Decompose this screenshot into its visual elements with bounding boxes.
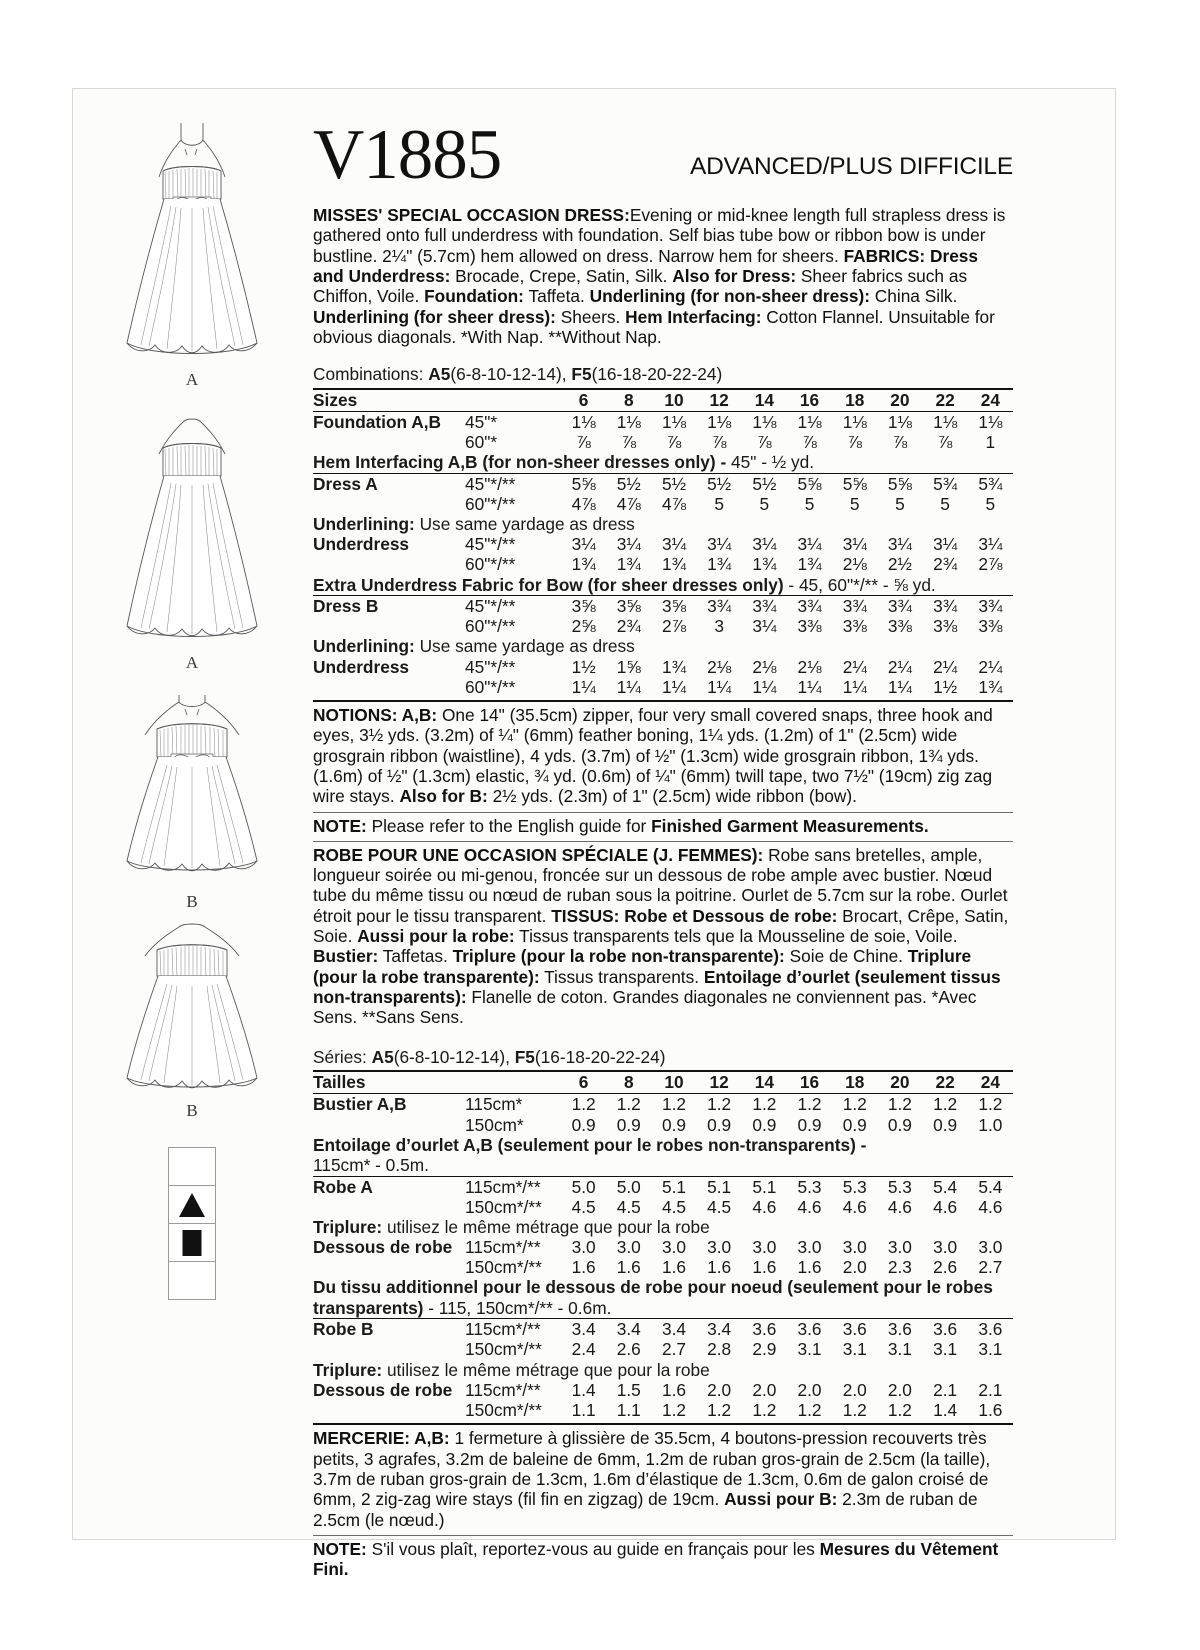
size-col-10: 10	[664, 389, 684, 410]
row-label	[313, 1257, 465, 1277]
table-row: Robe A 115cm*/** 5.0 5.0 5.1 5.1 5.1 5.3 5.3 5.3 5.4 5.4	[313, 1176, 1003, 1197]
row-width: 45"*/**	[465, 473, 516, 494]
notions-french	[313, 1423, 1013, 1533]
sizes-header: Sizes	[313, 389, 358, 410]
fabrics-label: FABRICS: Dress and Underdress:	[313, 245, 979, 286]
row-label: Underdress	[313, 656, 410, 677]
hem-interfacing-note-bold: Hem Interfacing A,B (for non-sheer dresses only) -	[313, 452, 732, 473]
row-width: 115cm*/**	[465, 1176, 541, 1197]
size-col-22: 22	[935, 1072, 955, 1093]
size-col-20: 20	[890, 1072, 910, 1093]
yardage-table-french	[313, 1070, 1013, 1420]
underlining-nonsheer-value: China Silk.	[869, 286, 958, 307]
note-french	[313, 1535, 1013, 1583]
row-label	[313, 554, 465, 574]
row-width: 45"*	[465, 411, 498, 432]
series-a5-sizes: (6-8-10-12-14),	[393, 1046, 515, 1067]
notions-body: One 14" (35.5cm) zipper, four very small covered snaps, three hook and eyes, 3½ yds. (3.2m) of ¼" (6mm) feather boning, 1¼ yds. (1.2m) of 1" (2.5cm) wide grosgrain ribbon (waistline), 4 yds. (3.7m) of ½" (1.3cm) wide grosgrain ribbon, 1¾ yds. (1.6m) of ½" (1.3cm) elastic, ¾ yd. (0.6m) of ¼" (6mm) twill tape, two 7½" (19cm) zig zag wire stays.	[313, 704, 993, 807]
row-width: 115cm*	[465, 1094, 523, 1115]
size-col-18: 18	[845, 1072, 865, 1093]
illustration-label: A	[185, 370, 199, 389]
entoilage-value: Flanelle de coton. Grandes diagonales ne conviennent pas. *Avec Sens. **Sans Sens.	[313, 987, 977, 1028]
illustration-short-dress-back	[83, 922, 301, 1121]
aussi-pour-la-robe-label: Aussi pour la robe:	[357, 926, 515, 947]
underlining-note-tail: Use same yardage as dress	[414, 513, 635, 534]
also-for-dress-value: Sheer fabrics such as Chiffon, Voile.	[313, 265, 968, 307]
row-width: 150cm*/**	[465, 1400, 542, 1421]
row-label: Underdress	[313, 534, 410, 555]
triplure-non-transparente-value: Soie de Chine.	[784, 946, 908, 967]
size-col-8: 8	[623, 389, 634, 410]
table-row: Dessous de robe 115cm*/** 3.0 3.0 3.0 3.0 3.0 3.0 3.0 3.0 3.0 3.0	[313, 1237, 1003, 1258]
row-width: 60"*/**	[465, 616, 516, 637]
triplure-transparente-value: Tissus transparents.	[539, 966, 704, 987]
yardage-table-english	[313, 388, 1013, 697]
combination-a5-sizes: (6-8-10-12-14),	[450, 364, 572, 385]
aussi-pour-la-robe-value: Tissus transparents tels que la Mousseline de soie, Voile.	[514, 926, 958, 947]
table-header-row	[313, 1071, 1013, 1094]
mercerie-body: 1 fermeture à glissière de 35.5cm, 4 boutons-pression recouverts très petits, 3 agrafes, 3.2m de baleine de 6mm, 1.2m de ruban gros-grain de 2.5cm (la taille), 3.7m de ruban gros-grain de 1.3cm, 1.6m d’élastique de 1.3cm, 0.6m de galon croisé de 6mm, 2 zig-zag wire stays (fil fin en zigzag) de 19cm.	[313, 1428, 991, 1510]
illustration-label: B	[186, 892, 198, 911]
symbol-bowtie-solid	[169, 1262, 215, 1299]
illustration-label: B	[186, 1101, 198, 1120]
row-label: Foundation A,B	[313, 411, 441, 432]
extra-bow-note-tail: - 45, 60"*/** - ⅝ yd.	[788, 574, 936, 595]
row-width: 45"*/**	[465, 534, 516, 555]
note-fr-body: S'il vous plaît, reportez-vous au guide en français pour les	[366, 1538, 820, 1559]
row-width: 150cm*/**	[465, 1196, 542, 1217]
size-col-16: 16	[799, 1072, 820, 1093]
foundation-label: Foundation:	[424, 286, 524, 307]
french-description-title: ROBE POUR UNE OCCASION SPÉCIALE (J. FEMMES):	[313, 844, 764, 865]
underlining-note-tail-2: Use same yardage as dress	[414, 636, 635, 657]
notions-also-label: Also for B:	[399, 786, 488, 807]
row-width: 60"*/**	[465, 676, 516, 697]
bustier-label: Bustier:	[313, 946, 379, 967]
table-row: Underdress 45"*/** 1½ 1⅝ 1¾ 2⅛ 2⅛ 2⅛ 2¼ 2¼ 2¼ 2¼	[313, 656, 1003, 677]
symbol-triangle-solid	[169, 1186, 215, 1224]
table-note-row	[313, 1360, 1013, 1380]
size-col-24: 24	[980, 389, 1000, 410]
difficulty-label: ADVANCED/PLUS DIFFICILE	[689, 153, 1013, 180]
row-label: Dessous de robe	[313, 1237, 453, 1258]
row-width: 150cm*/**	[465, 1339, 542, 1360]
symbol-blank-box	[169, 1148, 215, 1186]
english-description-title: MISSES' SPECIAL OCCASION DRESS:	[313, 205, 630, 225]
table-header-row	[313, 389, 1013, 412]
illustration-long-gown-front	[83, 107, 301, 390]
table-note-row	[313, 514, 1013, 534]
english-description-body: Evening or mid-knee length full strapless dress is gathered onto full underdress with foundation. Self bias tube bow or ribbon bow is under bustline. 2¼" (5.7cm) hem allowed on dress. Narrow hem for sheers.	[313, 205, 1006, 266]
table-row: Foundation A,B 45"* 1⅛ 1⅛ 1⅛ 1⅛ 1⅛ 1⅛ 1⅛ 1⅛ 1⅛ 1⅛	[313, 411, 1003, 432]
triplure-note-tail-2: utilisez le même métrage que pour la robe	[382, 1359, 710, 1380]
table-note-row	[313, 1217, 1013, 1237]
row-label	[313, 616, 465, 636]
underlining-note-bold-2: Underlining:	[313, 636, 415, 657]
underlining-note-bold: Underlining:	[313, 513, 415, 534]
row-width: 60"*/**	[465, 554, 516, 575]
table-row: Dessous de robe 115cm*/** 1.4 1.5 1.6 2.0 2.0 2.0 2.0 2.0 2.1 2.1	[313, 1379, 1003, 1400]
extra-bow-note-fr-tail: - 115, 150cm*/** - 0.6m.	[423, 1297, 612, 1318]
row-width: 60"*/**	[465, 493, 516, 514]
size-col-10: 10	[664, 1072, 684, 1093]
table-note-row	[313, 1277, 1013, 1318]
foundation-value: Taffeta.	[523, 286, 590, 307]
hem-interfacing-value: Cotton Flannel. Unsuitable for obvious diagonals. *With Nap. **Without Nap.	[313, 306, 995, 347]
table-row: Bustier A,B 115cm* 1.2 1.2 1.2 1.2 1.2 1.2 1.2 1.2 1.2 1.2	[313, 1094, 1003, 1115]
size-col-8: 8	[623, 1072, 634, 1093]
entoilage-note-bold: Entoilage d’ourlet A,B (seulement pour le robes non-transparents) -	[313, 1134, 867, 1155]
note-body: Please refer to the English guide for	[366, 815, 652, 836]
illustration-short-dress-front	[83, 695, 301, 912]
row-width: 150cm*/**	[465, 1257, 542, 1278]
table-row: Underdress 45"*/** 3¼ 3¼ 3¼ 3¼ 3¼ 3¼ 3¼ 3¼ 3¼ 3¼	[313, 534, 1003, 555]
hem-interfacing-note-tail: 45" - ½ yd.	[731, 452, 815, 473]
row-label: Dessous de robe	[313, 1379, 453, 1400]
underlining-sheer-value: Sheers.	[555, 306, 626, 327]
row-width: 150cm*	[465, 1114, 524, 1135]
size-col-18: 18	[845, 389, 865, 410]
tailles-header: Tailles	[313, 1072, 366, 1093]
note-bold-tail: Finished Garment Measurements.	[651, 815, 929, 836]
hem-interfacing-label: Hem Interfacing:	[625, 306, 762, 327]
table-note-row	[313, 1135, 1013, 1176]
series-prefix: Séries:	[313, 1046, 372, 1067]
extra-bow-note-bold: Extra Underdress Fabric for Bow (for sheer dresses only)	[313, 574, 789, 595]
extra-bow-note-fr-bold: Du tissu additionnel pour le dessous de robe pour noeud (seulement pour le robes transparents)	[313, 1277, 993, 1318]
row-label: Dress A	[313, 473, 378, 494]
row-width: 45"*/**	[465, 656, 516, 677]
also-for-dress-label: Also for Dress:	[672, 265, 797, 286]
row-label	[313, 1339, 465, 1359]
table-row: 60"*/** 4⅞ 4⅞ 4⅞ 5 5 5 5 5 5 5	[313, 494, 1013, 514]
row-label	[313, 432, 465, 452]
table-row: 150cm* 0.9 0.9 0.9 0.9 0.9 0.9 0.9 0.9 0.9 1.0	[313, 1115, 1013, 1135]
row-label	[313, 677, 465, 697]
mercerie-also-label: Aussi pour B:	[724, 1489, 838, 1510]
table-row: Dress A 45"*/** 5⅝ 5½ 5½ 5½ 5½ 5⅝ 5⅝ 5⅝ 5¾ 5¾	[313, 473, 1003, 494]
table-row: 150cm*/** 4.5 4.5 4.5 4.5 4.6 4.6 4.6 4.6 4.6 4.6	[313, 1197, 1013, 1217]
size-col-14: 14	[754, 1072, 774, 1093]
content-column	[313, 113, 1013, 1582]
size-col-6: 6	[578, 1072, 589, 1093]
size-col-22: 22	[935, 389, 955, 410]
mercerie-also-value: 2.3m de ruban de 2.5cm (le nœud.)	[313, 1489, 978, 1530]
row-label: Robe A	[313, 1176, 373, 1197]
table-note-row	[313, 636, 1013, 656]
note-english	[313, 812, 1013, 839]
size-col-6: 6	[578, 389, 589, 410]
table-row: 150cm*/** 1.6 1.6 1.6 1.6 1.6 1.6 2.0 2.3 2.6 2.7	[313, 1257, 1013, 1277]
row-label	[313, 1115, 465, 1135]
note-fr-bold-tail: Mesures du Vêtement Fini.	[313, 1538, 999, 1580]
entoilage-label: Entoilage d’ourlet (seulement tissus non-transparents):	[313, 966, 1001, 1008]
mercerie-label: MERCERIE: A,B:	[313, 1428, 450, 1449]
row-label: Robe B	[313, 1319, 374, 1340]
size-col-12: 12	[709, 1072, 729, 1093]
size-col-24: 24	[980, 1072, 1000, 1093]
table-row: 150cm*/** 1.1 1.1 1.2 1.2 1.2 1.2 1.2 1.2 1.4 1.6	[313, 1400, 1013, 1420]
pattern-number: V1885	[313, 115, 502, 194]
combinations-en	[313, 364, 1013, 385]
row-width: 115cm*/**	[465, 1379, 541, 1400]
header-row	[313, 113, 1013, 194]
series-f5: F5	[514, 1046, 535, 1067]
triplure-note-tail: utilisez le même métrage que pour la robe	[382, 1216, 710, 1237]
table-row: 60"* ⅞ ⅞ ⅞ ⅞ ⅞ ⅞ ⅞ ⅞ ⅞ 1	[313, 432, 1013, 452]
illustration-label: A	[185, 653, 199, 672]
table-row: Robe B 115cm*/** 3.4 3.4 3.4 3.4 3.6 3.6 3.6 3.6 3.6 3.6	[313, 1319, 1003, 1340]
size-col-20: 20	[890, 389, 910, 410]
table-row: 60"*/** 1¾ 1¾ 1¾ 1¾ 1¾ 1¾ 2⅛ 2½ 2¾ 2⅞	[313, 554, 1013, 574]
row-label: Dress B	[313, 596, 379, 616]
table-note-row	[313, 575, 1013, 596]
underlining-sheer-label: Underlining (for sheer dress):	[313, 306, 556, 327]
row-label: Bustier A,B	[313, 1094, 407, 1115]
fabrics-value: Brocade, Crepe, Satin, Silk.	[450, 265, 673, 286]
size-col-12: 12	[709, 389, 729, 410]
table-row: Dress B 45"*/** 3⅝ 3⅝ 3⅝ 3¾ 3¾ 3¾ 3¾ 3¾ 3¾ 3¾	[313, 596, 1003, 616]
notions-label: NOTIONS: A,B:	[313, 704, 438, 725]
note-label: NOTE:	[313, 815, 367, 836]
combination-a5: A5	[428, 364, 451, 385]
french-description-body: Robe sans bretelles, ample, longueur soirée ou mi-genou, froncée sur un dessous de robe ample avec bustier. Nœud tube du même tissu ou nœud de ruban sous la poitrine. Ourlet de 5.7cm sur la robe. Ourlet étroit pour le tissu transparent.	[313, 844, 1008, 926]
combination-f5-sizes: (16-18-20-22-24)	[591, 364, 723, 385]
illustration-long-gown-back	[83, 396, 301, 673]
symbol-key	[168, 1147, 216, 1300]
size-col-16: 16	[799, 389, 820, 410]
notions-english	[313, 700, 1013, 810]
row-width: 115cm*/**	[465, 1319, 541, 1340]
notions-also-value: 2½ yds. (2.3m) of 1" (2.5cm) wide ribbon (bow).	[487, 786, 857, 807]
triplure-transparente-label: Triplure (pour la robe transparente):	[313, 946, 972, 987]
triplure-note-bold: Triplure:	[313, 1216, 383, 1237]
illustration-column	[83, 107, 301, 1300]
row-width: 115cm*/**	[465, 1237, 541, 1258]
row-width: 60"*	[465, 432, 498, 453]
size-col-14: 14	[754, 389, 774, 410]
entoilage-note-tail: 115cm* - 0.5m.	[313, 1155, 429, 1176]
bustier-value: Taffetas.	[378, 946, 453, 967]
triplure-non-transparente-label: Triplure (pour la robe non-transparente):	[452, 946, 785, 967]
triplure-note-bold-2: Triplure:	[313, 1359, 383, 1380]
table-note-row	[313, 452, 1013, 473]
row-label	[313, 1400, 465, 1420]
tissus-value: Brocart, Crêpe, Satin, Soie.	[313, 905, 1009, 947]
combinations-french	[313, 1047, 1013, 1068]
table-row: 150cm*/** 2.4 2.6 2.7 2.8 2.9 3.1 3.1 3.1 3.1 3.1	[313, 1339, 1013, 1359]
row-width: 45"*/**	[465, 596, 516, 616]
row-label	[313, 1197, 465, 1217]
combinations-prefix: Combinations:	[313, 364, 429, 385]
french-description	[313, 841, 1013, 1031]
series-f5-sizes: (16-18-20-22-24)	[534, 1046, 666, 1067]
row-label	[313, 494, 465, 514]
symbol-rectangle-solid	[169, 1224, 215, 1262]
table-row: 60"*/** 2⅝ 2¾ 2⅞ 3 3¼ 3⅜ 3⅜ 3⅜ 3⅜ 3⅜	[313, 616, 1013, 636]
series-a5: A5	[371, 1046, 394, 1067]
table-row: 60"*/** 1¼ 1¼ 1¼ 1¼ 1¼ 1¼ 1¼ 1¼ 1½ 1¾	[313, 677, 1013, 697]
tissus-label: TISSUS: Robe et Dessous de robe:	[551, 905, 838, 926]
note-fr-label: NOTE:	[313, 1538, 367, 1559]
combination-f5: F5	[571, 364, 592, 385]
underlining-nonsheer-label: Underlining (for non-sheer dress):	[589, 286, 870, 307]
pattern-envelope-back	[72, 88, 1116, 1580]
english-description	[313, 205, 1013, 347]
